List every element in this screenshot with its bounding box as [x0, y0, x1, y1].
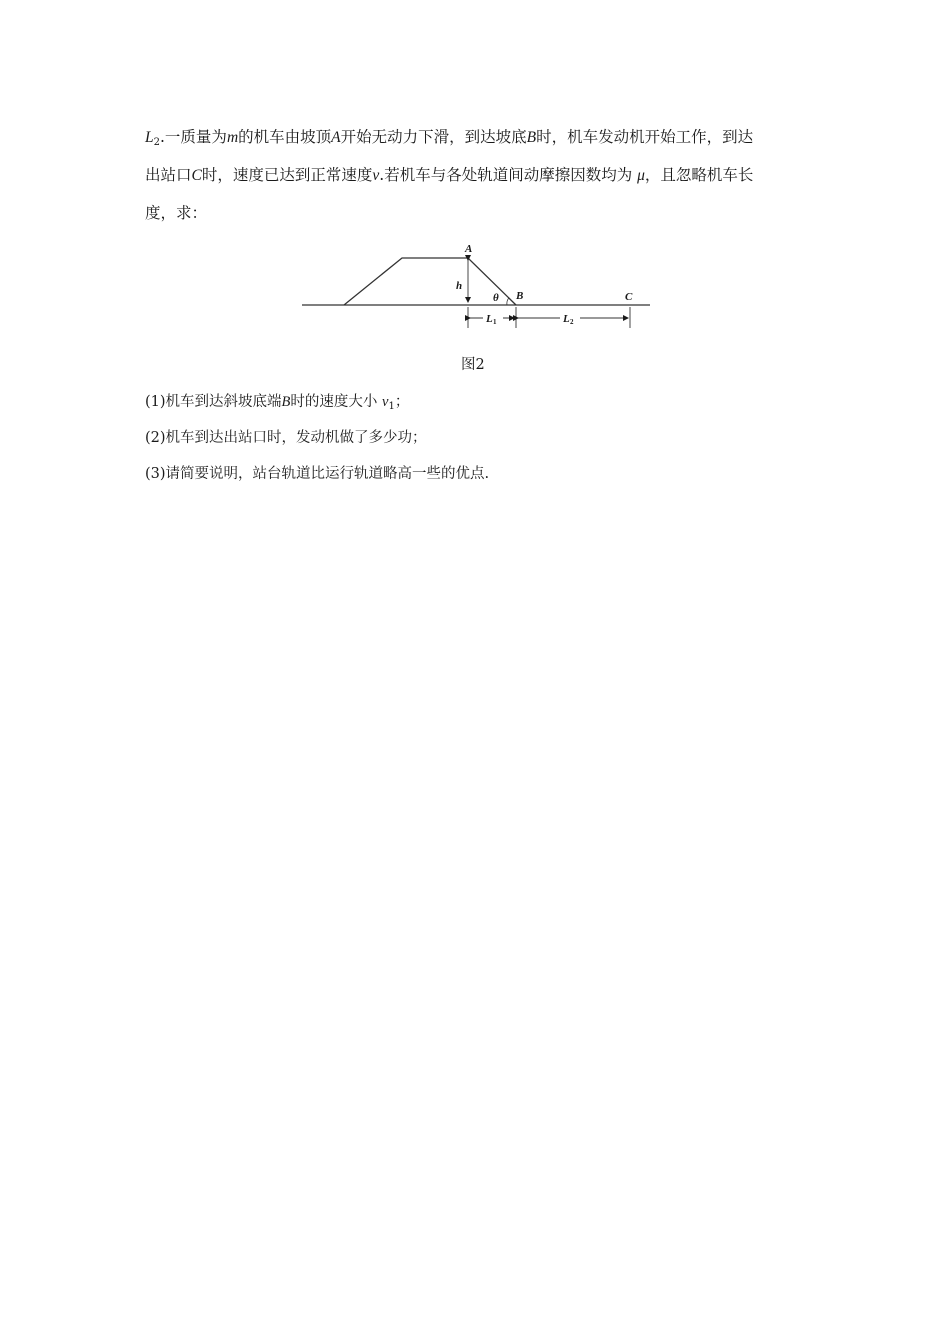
- figure-caption: 图2: [461, 357, 485, 373]
- symbol-B: B: [526, 129, 537, 146]
- label-L1: L: [486, 313, 493, 325]
- label-A: A: [465, 243, 473, 255]
- text-run: 开始无动力下滑，到达坡底: [340, 128, 527, 146]
- text-run: .若机车与各处轨道间动摩擦因数均为: [379, 166, 638, 184]
- symbol-mu: μ: [637, 167, 645, 184]
- text-run: 时，速度已达到正常速度: [201, 166, 373, 184]
- text-run: ；: [394, 394, 410, 410]
- label-C: C: [625, 291, 633, 303]
- problem-line-3: [145, 194, 817, 232]
- label-B: B: [516, 290, 524, 302]
- symbol-v: v: [382, 394, 389, 410]
- label-L2-subscript: 2: [570, 318, 574, 326]
- label-L2: L: [563, 313, 570, 325]
- subscript: 2: [153, 137, 160, 148]
- text-run: ，且忽略机车长: [644, 166, 754, 184]
- problem-line-2: [145, 156, 817, 194]
- symbol-m: m: [226, 129, 239, 146]
- text-run: 出站口: [145, 166, 192, 184]
- track-diagram: [300, 240, 655, 335]
- text-run: 度，求：: [145, 204, 208, 222]
- symbol-v: v: [372, 167, 380, 184]
- label-L1-subscript: 1: [493, 318, 497, 326]
- text-run: .一质量为: [160, 128, 227, 146]
- question-2: (2)机车到达出站口时，发动机做了多少功；: [145, 430, 427, 446]
- symbol-C: C: [191, 167, 202, 184]
- symbol-A: A: [331, 129, 341, 146]
- text-run: 时，机车发动机开始工作，到达: [536, 128, 754, 146]
- text-run: 的机车由坡顶: [238, 128, 332, 146]
- symbol-B: B: [281, 394, 291, 410]
- subscript: 1: [388, 401, 395, 412]
- text-run: 时的速度大小: [290, 394, 383, 410]
- text-run: (1)机车到达斜坡底端: [145, 394, 282, 410]
- question-3: (3)请简要说明，站台轨道比运行轨道略高一些的优点.: [145, 466, 490, 482]
- symbol-L2: L: [145, 129, 154, 146]
- problem-statement: [145, 118, 817, 232]
- problem-line-1: [145, 118, 817, 156]
- slope-outline: [344, 258, 516, 305]
- label-h: h: [456, 280, 463, 292]
- label-theta: θ: [493, 292, 499, 304]
- question-1: [145, 390, 409, 412]
